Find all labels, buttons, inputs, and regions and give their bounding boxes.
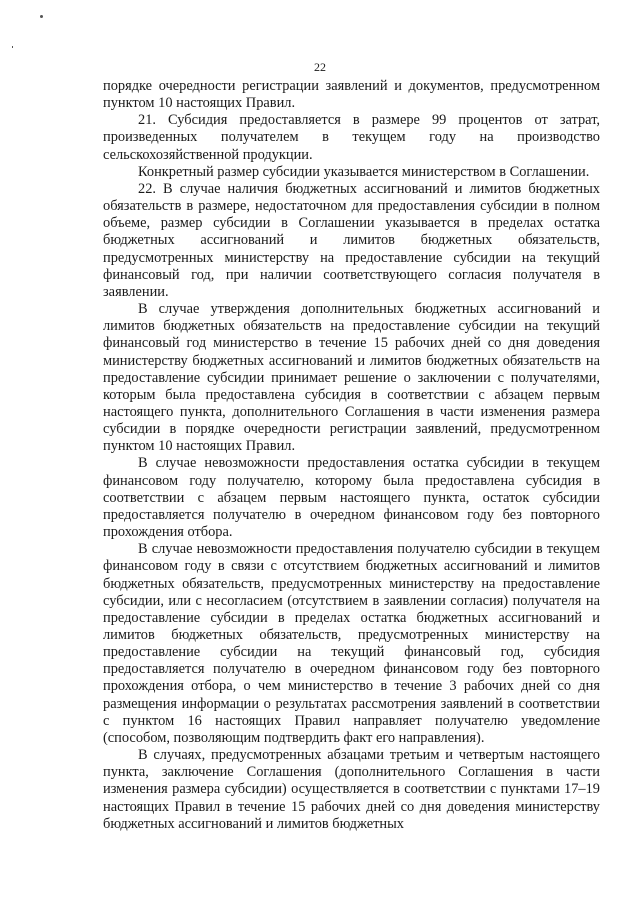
paragraph-1: порядке очередности регистрации заявлений и документов, предусмотренном пунктом 10 настоящих Правил. xyxy=(103,78,600,112)
paragraph-8: В случаях, предусмотренных абзацами третьим и четвертым настоящего пункта, заключение Соглашения (дополнительного Соглашения в части изменения размера субсидии) осуществляется в соответствии с пунктами 17–19 настоящих Правил в течение 15 рабочих дней со дня доведения министерству бюджетных ассигнований и лимитов бюджетных xyxy=(103,747,600,832)
scan-speck xyxy=(12,46,13,48)
document-body xyxy=(103,78,600,833)
paragraph-7: В случае невозможности предоставления получателю субсидии в текущем финансовом году в связи с отсутствием бюджетных ассигнований и лимитов бюджетных обязательств, предусмотренных министерству на предоставление субсидии, или с несогласием (отсутствием в заявлении согласия) получателя на предоставление субсидии в пределах остатка бюджетных ассигнований и лимитов бюджетных обязательств, предусмотренных министерству на предоставление субсидии на текущий финансовый год, субсидия предоставляется получателю в очередном финансовом году без повторного прохождения отбора, о чем министерство в течение 3 рабочих дней со дня размещения информации о результатах рассмотрения заявлений в соответствии с пунктом 16 настоящих Правил направляет получателю уведомление (способом, позволяющим подтвердить факт его направления). xyxy=(103,541,600,746)
paragraph-2: 21. Субсидия предоставляется в размере 99 процентов от затрат, произведенных получателем в текущем году на производство сельскохозяйственной продукции. xyxy=(103,112,600,163)
scan-speck xyxy=(40,15,43,18)
paragraph-6: В случае невозможности предоставления остатка субсидии в текущем финансовом году получателю, которому была предоставлена субсидия в соответствии с абзацем первым настоящего пункта, остаток субсидии предоставляется получателю в очередном финансовом году без повторного прохождения отбора. xyxy=(103,455,600,541)
paragraph-3: Конкретный размер субсидии указывается министерством в Соглашении. xyxy=(138,163,590,180)
paragraph-5: В случае утверждения дополнительных бюджетных ассигнований и лимитов бюджетных обязательств на предоставление субсидии на текущий финансовый год министерство в течение 15 рабочих дней со дня доведения министерству бюджетных ассигнований и лимитов бюджетных обязательств на предоставление субсидии принимает решение о заключении с получателями, которым была предоставлена субсидия в соответствии с абзацем первым настоящего пункта, дополнительного Соглашения в части изменения размера субсидии в порядке очередности регистрации заявлений, предусмотренном пунктом 10 настоящих Правил. xyxy=(103,301,600,455)
page-number: 22 xyxy=(314,60,326,74)
paragraph-4: 22. В случае наличия бюджетных ассигнований и лимитов бюджетных обязательств в размере, недостаточном для предоставления субсидии в полном объеме, размер субсидии в Соглашении указывается в пределах остатка бюджетных ассигнований и лимитов бюджетных обязательств, предусмотренных министерству на предоставление субсидии на текущий финансовый год, при наличии соответствующего согласия получателя в заявлении. xyxy=(103,180,600,300)
